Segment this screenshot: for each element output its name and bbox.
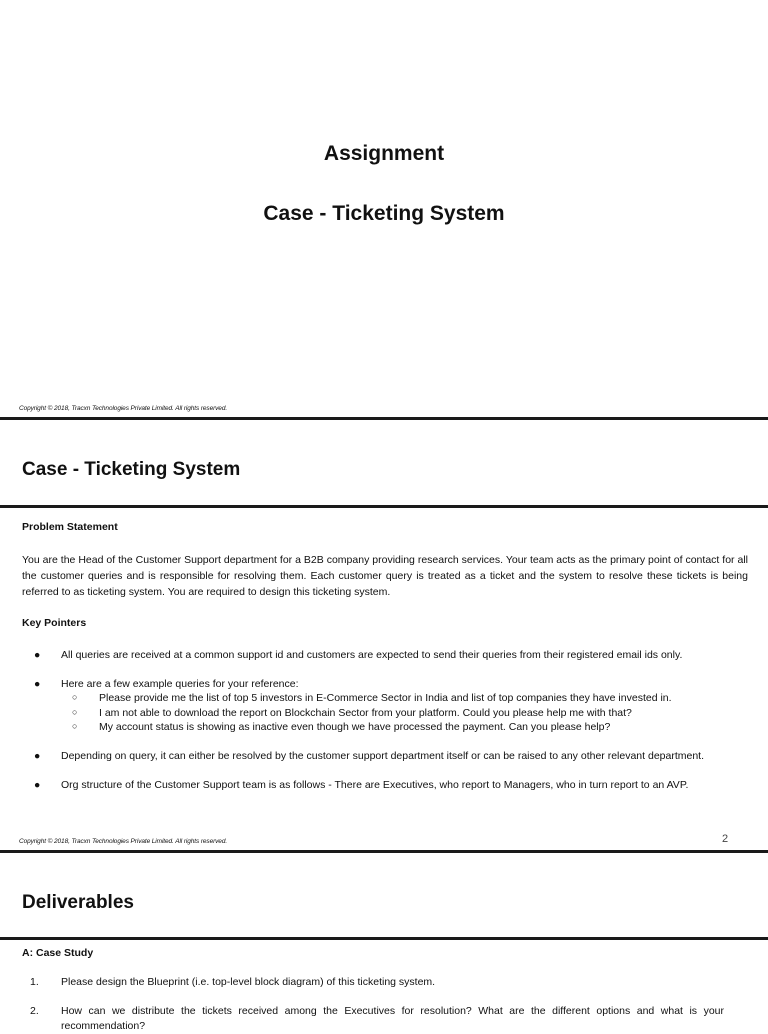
sub-list-item-text: Please provide me the list of top 5 investors in E-Commerce Sector in India and list of top companies they have invested in.: [99, 692, 672, 704]
bullet-icon: ●: [34, 678, 41, 690]
slide-heading: Case - Ticketing System: [22, 459, 241, 480]
heading-rule: [0, 505, 768, 508]
circle-bullet-icon: ○: [72, 721, 78, 731]
copyright-text: Copyright © 2018, Tracxn Technologies Private Limited. All rights reserved.: [19, 838, 228, 845]
list-item-text: Depending on query, it can either be resolved by the customer support department itself or can be raised to any other relevant department.: [61, 750, 705, 762]
key-pointers-label: Key Pointers: [22, 617, 87, 629]
bullet-icon: ●: [34, 750, 41, 762]
case-study-label: A: Case Study: [22, 947, 94, 959]
page-number: 2: [722, 833, 729, 845]
slide-divider: [0, 850, 768, 853]
numbered-item-text: How can we distribute the tickets received among the Executives for resolution? What are the different options and what is your recommendation?: [61, 1005, 724, 1032]
circle-bullet-icon: ○: [72, 692, 78, 702]
sub-list-item-text: My account status is showing as inactive even though we have processed the payment. Can you please help?: [99, 721, 611, 733]
slide-heading: Deliverables: [22, 892, 134, 913]
sub-list-item-text: I am not able to download the report on Blockchain Sector from your platform. Could you please help me with that?: [99, 707, 632, 719]
list-item-text: Here are a few example queries for your reference:: [61, 678, 299, 690]
problem-statement-label: Problem Statement: [22, 521, 118, 533]
item-number: 1.: [30, 976, 39, 988]
bullet-icon: ●: [34, 779, 41, 791]
item-number: 2.: [30, 1005, 39, 1017]
circle-bullet-icon: ○: [72, 707, 78, 717]
problem-statement-text: You are the Head of the Customer Support department for a B2B company providing research services. Your team acts as the primary point of contact for all the customer queries and is responsible for resolving them. Each customer query is treated as a ticket and the system to resolve these tickets is being referred to as ticketing system. You are required to design this ticketing system.: [22, 554, 748, 598]
numbered-item-text: Please design the Blueprint (i.e. top-level block diagram) of this ticketing system.: [61, 976, 436, 988]
slide-divider: [0, 417, 768, 420]
list-item-text: All queries are received at a common support id and customers are expected to send their queries from their registered email ids only.: [61, 649, 683, 661]
list-item-text: Org structure of the Customer Support team is as follows - There are Executives, who report to Managers, who in turn report to an AVP.: [61, 779, 689, 791]
bullet-icon: ●: [34, 649, 41, 661]
slide-subtitle: Case - Ticketing System: [263, 202, 505, 225]
copyright-text: Copyright © 2018, Tracxn Technologies Private Limited. All rights reserved.: [19, 405, 228, 412]
slide-title: Assignment: [323, 142, 445, 165]
heading-rule: [0, 937, 768, 940]
